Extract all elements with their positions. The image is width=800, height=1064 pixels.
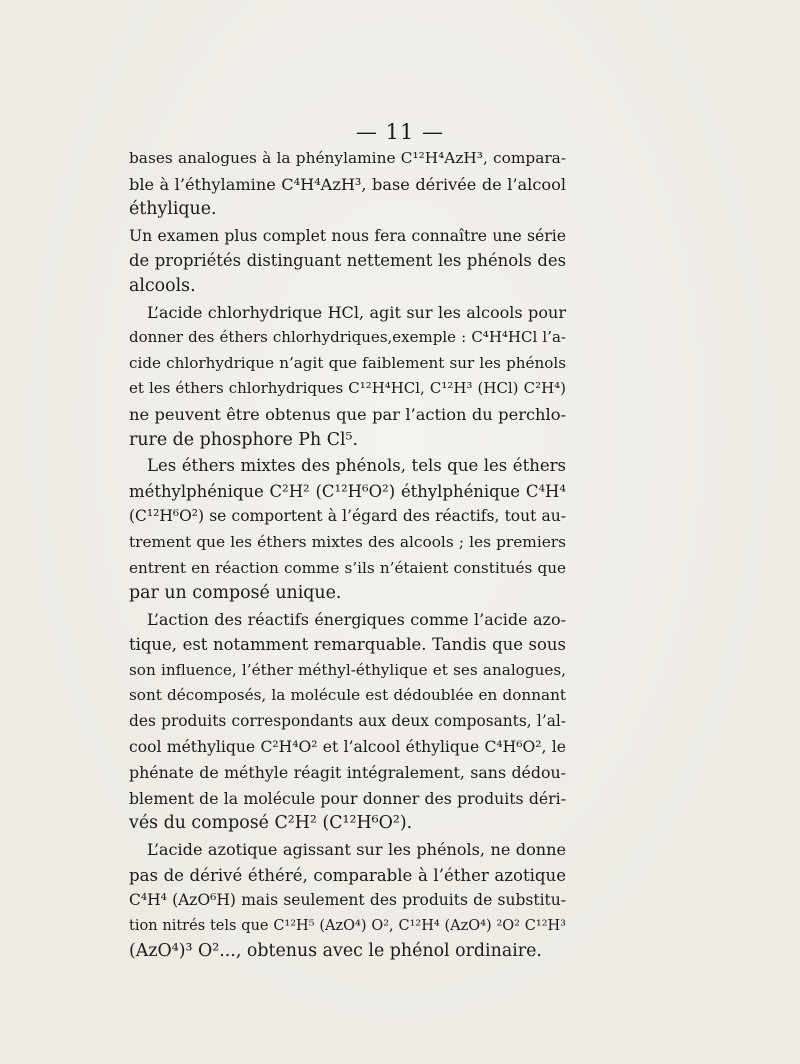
text-line: par un composé unique.	[129, 583, 342, 604]
text-line: L’acide chlorhydrique HCl, agit sur les alcools pour	[147, 302, 566, 322]
text-line: vés du composé C²H² (C¹²H⁶O²).	[129, 813, 413, 834]
text-line: son influence, l’éther méthyl-éthylique et ses analogues,	[129, 660, 566, 679]
body-text	[129, 146, 566, 965]
text-line: tion nitrés tels que C¹²H⁵ (AzO⁴) O², C¹²H⁴ (AzO⁴) ²O² C¹²H³	[129, 917, 566, 934]
text-line: cide chlorhydrique n’agit que faiblement sur les phénols	[129, 353, 566, 372]
text-line: L’action des réactifs énergiques comme l’acide azo-	[147, 609, 566, 629]
text-line: alcools.	[129, 275, 196, 296]
text-line: Les éthers mixtes des phénols, tels que les éthers	[147, 456, 566, 476]
text-line: Un examen plus complet nous fera connaître une série	[129, 225, 566, 245]
text-line: blement de la molécule pour donner des produits déri-	[129, 788, 566, 808]
text-line: donner des éthers chlorhydriques,exemple : C⁴H⁴HCl l’a-	[129, 328, 566, 347]
text-line: éthylique.	[129, 199, 217, 220]
text-line: entrent en réaction comme s’ils n’étaient constitués que	[129, 558, 566, 577]
text-line: de propriétés distinguant nettement les phénols des	[129, 251, 566, 271]
text-line: trement que les éthers mixtes des alcools ; les premiers	[129, 532, 566, 551]
text-line: phénate de méthyle réagit intégralement, sans dédou-	[129, 763, 566, 783]
text-line: L’acide azotique agissant sur les phénols, ne donne	[147, 840, 566, 860]
text-line: des produits correspondants aux deux composants, l’al-	[129, 712, 566, 731]
text-line: et les éthers chlorhydriques C¹²H⁴HCl, C¹²H³ (HCl) C²H⁴)	[129, 379, 566, 398]
text-line: tique, est notamment remarquable. Tandis que sous	[129, 635, 566, 655]
text-line: cool méthylique C²H⁴O² et l’alcool éthylique C⁴H⁶O², le	[129, 737, 566, 756]
text-line: rure de phosphore Ph Cl⁵.	[129, 429, 359, 450]
text-line: (C¹²H⁶O²) se comportent à l’égard des réactifs, tout au-	[129, 507, 566, 526]
text-line: (AzO⁴)³ O²..., obtenus avec le phénol ordinaire.	[129, 941, 542, 962]
text-line: ble à l’éthylamine C⁴H⁴AzH³, base dérivée de l’alcool	[129, 174, 566, 194]
text-line: ne peuvent être obtenus que par l’action du perchlo-	[129, 404, 566, 424]
text-line: sont décomposés, la molécule est dédoublée en donnant	[129, 686, 566, 705]
text-line: pas de dérivé éthéré, comparable à l’éther azotique	[129, 865, 566, 885]
text-line: méthylphénique C²H² (C¹²H⁶O²) éthylphénique C⁴H⁴	[129, 481, 566, 501]
text-line: bases analogues à la phénylamine C¹²H⁴AzH³, compara-	[129, 149, 566, 167]
page-number: — 11 —	[355, 120, 445, 144]
text-line: C⁴H⁴ (AzO⁶H) mais seulement des produits de substitu-	[129, 891, 566, 910]
